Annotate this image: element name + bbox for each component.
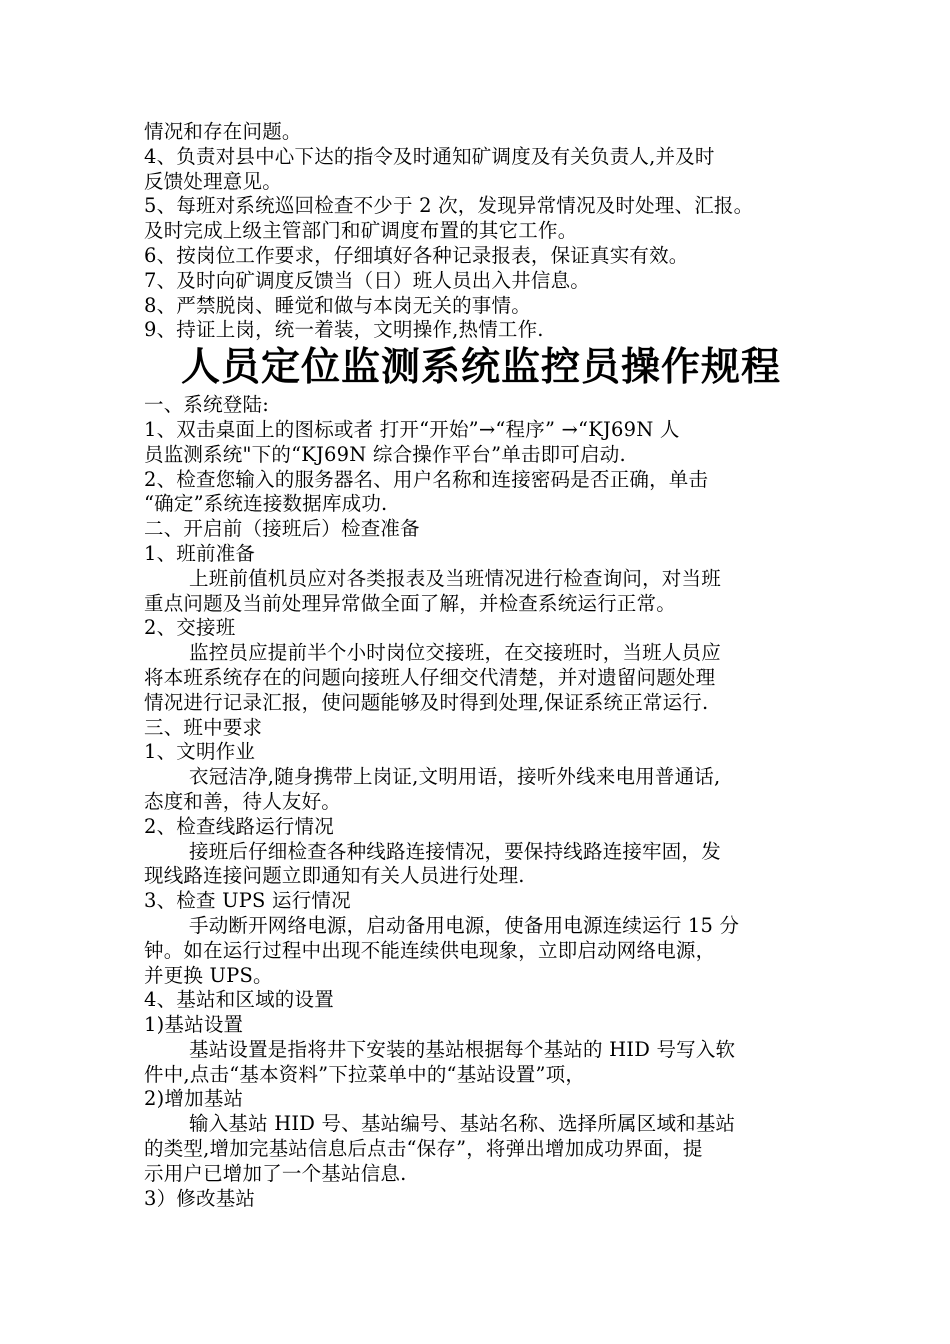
text-line: 7、及时向矿调度反馈当（日）班人员出入井信息。 <box>144 268 591 292</box>
text-line: 监控员应提前半个小时岗位交接班，在交接班时，当班人员应 <box>189 641 721 665</box>
text-line: 1、班前准备 <box>144 541 256 565</box>
top-section <box>144 120 824 343</box>
text-line: 3、检查 UPS 运行情况 <box>144 889 351 913</box>
text-line: 重点问题及当前处理异常做全面了解，并检查系统运行正常。 <box>144 591 676 615</box>
text-line: 现线路连接问题立即通知有关人员进行处理. <box>144 864 525 888</box>
text-line: 衣冠洁净,随身携带上岗证,文明用语，接听外线来电用普通话, <box>189 765 721 789</box>
text-line: 二、开启前（接班后）检查准备 <box>144 517 420 541</box>
text-line: 示用户已增加了一个基站信息. <box>144 1161 407 1185</box>
text-line: 一、系统登陆: <box>144 393 269 417</box>
text-line: 反馈处理意见。 <box>144 169 282 193</box>
text-line: 2)增加基站 <box>144 1087 244 1111</box>
text-line: 9、持证上岗，统一着装，文明操作,热情工作. <box>144 318 544 342</box>
text-line: 员监测系统"下的“KJ69N 综合操作平台”单击即可启动. <box>144 442 626 466</box>
text-line: 8、严禁脱岗、睡觉和做与本岗无关的事情。 <box>144 293 531 317</box>
text-line: 并更换 UPS。 <box>144 963 273 987</box>
text-line: 1)基站设置 <box>144 1013 244 1037</box>
text-line: 上班前值机员应对各类报表及当班情况进行检查询问，对当班 <box>189 566 721 590</box>
text-line: 2、检查您输入的服务器名、用户名称和连接密码是否正确，单击 <box>144 467 709 491</box>
text-line: 4、负责对县中心下达的指令及时通知矿调度及有关负责人,并及时 <box>144 144 715 168</box>
body-section <box>144 393 824 1211</box>
text-line: “确定”系统连接数据库成功. <box>144 492 388 516</box>
text-line: 三、班中要求 <box>144 715 263 739</box>
text-line: 情况和存在问题。 <box>144 120 302 143</box>
text-line: 基站设置是指将井下安装的基站根据每个基站的 HID 号写入软 <box>189 1037 736 1061</box>
text-line: 5、每班对系统巡回检查不少于 2 次，发现异常情况及时处理、汇报。 <box>144 194 754 218</box>
text-line: 2、检查线路运行情况 <box>144 814 334 838</box>
text-line: 接班后仔细检查各种线路连接情况，要保持线路连接牢固，发 <box>189 839 721 863</box>
text-line: 及时完成上级主管部门和矿调度布置的其它工作。 <box>144 219 578 243</box>
document-page <box>144 120 824 1211</box>
text-line: 2、交接班 <box>144 616 236 640</box>
text-line: 钟。如在运行过程中出现不能连续供电现象，立即启动网络电源， <box>144 938 716 962</box>
text-line: 的类型,增加完基站信息后点击“保存”，将弹出增加成功界面，提 <box>144 1137 703 1161</box>
text-line: 6、按岗位工作要求，仔细填好各种记录报表，保证真实有效。 <box>144 243 689 267</box>
text-line: 件中,点击“基本资料”下拉菜单中的“基站设置”项， <box>144 1062 586 1086</box>
text-line: 4、基站和区域的设置 <box>144 988 334 1012</box>
text-line: 3）修改基站 <box>144 1186 256 1210</box>
document-title: 人员定位监测系统监控员操作规程 <box>180 345 781 391</box>
text-line: 将本班系统存在的问题向接班人仔细交代清楚，并对遗留问题处理 <box>144 665 716 689</box>
text-line: 情况进行记录汇报，使问题能够及时得到处理,保证系统正常运行. <box>144 690 709 714</box>
text-line: 1、双击桌面上的图标或者 打开“开始”→“程序” →“KJ69N 人 <box>144 417 680 441</box>
text-line: 态度和善，待人友好。 <box>144 789 342 813</box>
text-line: 手动断开网络电源，启动备用电源，使备用电源连续运行 15 分 <box>189 913 740 937</box>
text-line: 1、文明作业 <box>144 740 256 764</box>
text-line: 输入基站 HID 号、基站编号、基站名称、选择所属区域和基站 <box>189 1112 736 1136</box>
